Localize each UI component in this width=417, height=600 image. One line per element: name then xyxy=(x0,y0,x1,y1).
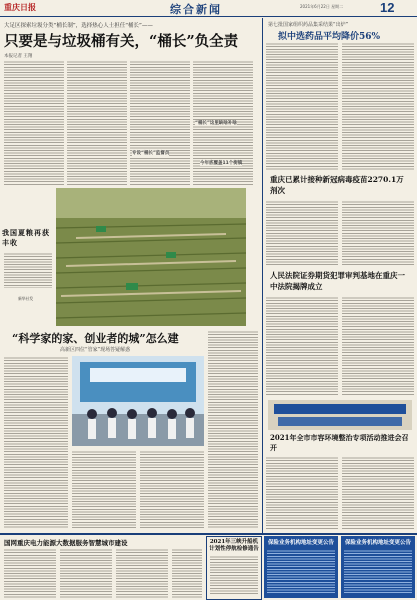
vaccine-headline: 重庆已累计接种新冠病毒疫苗2270.1万剂次 xyxy=(270,175,404,195)
main-story-text-col-2 xyxy=(67,60,127,185)
section-title: 综合新闻 xyxy=(170,3,222,16)
vaccine-text-col-1 xyxy=(266,200,338,266)
drug-procurement-kicker: 第七批国家组织药品集采结果“出炉” xyxy=(268,22,349,28)
main-story-kicker: 大足区探索垃圾分类“桶长制”，选择热心人士担任“桶长”—— xyxy=(4,23,153,29)
drug-procurement-text-col-2 xyxy=(342,42,414,170)
ad-title-1: 保险业务机构地址变更公告 xyxy=(267,540,334,546)
science-story-sub: 高新区四位“管家”现场答疑解惑 xyxy=(60,347,131,353)
grid-story-text-col-2 xyxy=(60,548,112,598)
main-story-subhead-3: 今年底覆盖11个街镇 xyxy=(200,161,243,166)
photo-credit: 新华社发 xyxy=(18,296,34,301)
main-story-text-col-1 xyxy=(4,60,64,185)
bottom-rule xyxy=(0,533,417,535)
grid-story-text-col-4 xyxy=(172,548,202,598)
page-header xyxy=(0,0,417,17)
issue-date: 2021年6月22日 星期二 xyxy=(300,4,344,9)
main-story-subhead-2: 专设“桶长”监督员 xyxy=(132,151,170,156)
court-text-col-2 xyxy=(342,296,414,396)
market-headline: 2021年全市市容环境整治专项活动推进会召开 xyxy=(270,433,409,452)
vaccine-text-col-2 xyxy=(342,200,414,266)
grid-story-text-col-1 xyxy=(4,548,56,598)
notice-headline: 2021年三峡升船机计划性停航检修通告 xyxy=(209,539,259,552)
column-divider xyxy=(262,18,263,533)
notice-text xyxy=(210,555,258,595)
photo-caption-text xyxy=(4,252,52,288)
ad-body-2 xyxy=(344,549,412,595)
grid-story-text-col-3 xyxy=(116,548,168,598)
grid-story-headline: 国网重庆电力能源大数据服务智慧城市建设 xyxy=(4,539,128,547)
main-story-text-col-3 xyxy=(130,60,190,185)
science-story-text-col-1 xyxy=(4,356,68,528)
science-story-headline: “科学家的家、创业者的城”怎么建 xyxy=(12,332,179,345)
ad-title-2: 保险业务机构地址变更公告 xyxy=(344,540,411,546)
market-photo xyxy=(268,400,412,430)
drug-procurement-text-col-1 xyxy=(266,42,338,170)
science-story-text-col-2 xyxy=(72,450,136,528)
main-story-byline: 本报记者 王翔 xyxy=(4,54,33,59)
drug-procurement-headline: 拟中选药品平均降价56% xyxy=(278,32,381,42)
court-headline: 人民法院证券期货犯罪审判基地在重庆一中法院揭牌成立 xyxy=(270,271,405,291)
ad-insurance-notice-1 xyxy=(264,536,338,598)
science-story-text-col-3 xyxy=(140,450,204,528)
market-text-col-1 xyxy=(266,456,338,530)
page-number: 12 xyxy=(380,0,395,15)
ad-body-1 xyxy=(267,549,335,595)
masthead: 重庆日报 xyxy=(4,2,36,12)
science-event-photo xyxy=(72,356,204,446)
court-text-col-1 xyxy=(266,296,338,396)
main-story-subhead-1: “桶长”这里缺啥补啥 xyxy=(195,121,237,126)
science-story-text-col-4 xyxy=(208,330,258,528)
harvest-photo xyxy=(56,188,246,326)
notice-box xyxy=(206,536,262,600)
photo-caption-title: 我国夏粮再获丰收 xyxy=(2,228,50,247)
ad-insurance-notice-2 xyxy=(341,536,415,598)
market-text-col-2 xyxy=(342,456,414,530)
main-story-headline: 只要是与垃圾桶有关，“桶长”负全责 xyxy=(4,33,239,50)
